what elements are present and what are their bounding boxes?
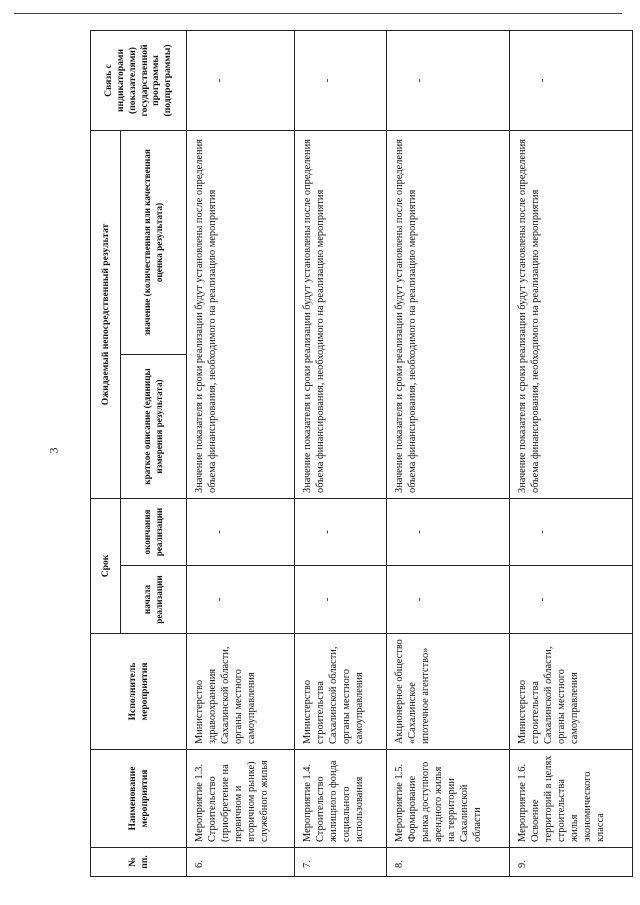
top-rule [14,13,622,14]
row-link: - [294,30,386,130]
row-end: - [386,499,509,566]
table-row [187,30,295,876]
row-num: 9. [509,848,632,877]
row-start: - [509,566,632,634]
row-num: 8. [386,848,509,877]
header-term: Срок [91,499,121,634]
header-name: Наименование мероприятия [91,750,187,848]
row-name: Мероприятие 1.5. Формирование рынка доступного арендного жилья на территории Сахалинской области [386,750,509,848]
row-num: 6. [187,848,295,877]
row-link: - [509,30,632,130]
rotated-table-wrapper [90,31,633,877]
header-num: № пп. [91,848,187,877]
document-page [90,31,633,877]
row-executor: Министерство здравоохранения Сахалинской области, органы местного самоуправления [187,634,295,750]
page-number: 3 [46,447,61,454]
row-result: Значение показателя и сроки реализации будут установлены после определения объема финансирования, необходимого на реализацию мероприятия [509,130,632,498]
measures-table [90,30,633,877]
row-end: - [509,499,632,566]
row-name: Мероприятие 1.6. Освоение территорий в целях строительства жилья экономического класса [509,750,632,848]
header-expected-short: краткое описание (единицы измерения результата) [121,355,187,499]
row-start: - [386,566,509,634]
row-end: - [187,499,295,566]
header-term-start: начала реализации [121,566,187,634]
header-link: Связь с индикаторами (показателями) государственной программы (подпрограммы) [91,30,187,130]
row-link: - [187,30,295,130]
row-link: - [386,30,509,130]
table-row [509,30,632,876]
row-num: 7. [294,848,386,877]
row-result: Значение показателя и сроки реализации будут установлены после определения объема финансирования, необходимого на реализацию мероприятия [187,130,295,498]
row-executor: Акционерное общество «Сахалинское ипотечное агентство» [386,634,509,750]
row-name: Мероприятие 1.4. Строительство жилищного фонда социального использования [294,750,386,848]
row-start: - [187,566,295,634]
row-end: - [294,499,386,566]
row-executor: Министерство строительства Сахалинской области, органы местного самоуправления [509,634,632,750]
header-term-end: окончания реализации [121,499,187,566]
header-executor: Исполнитель мероприятия [91,634,187,750]
row-name: Мероприятие 1.3. Строительство (приобретение на первичном и вторичном рынке) служебного жилья [187,750,295,848]
header-expected: Ожидаемый непосредственный результат [91,130,121,498]
table-row [294,30,386,876]
row-result: Значение показателя и сроки реализации будут установлены после определения объема финансирования, необходимого на реализацию мероприятия [294,130,386,498]
row-executor: Министерство строительства Сахалинской области, органы местного самоуправления [294,634,386,750]
row-result: Значение показателя и сроки реализации будут установлены после определения объема финансирования, необходимого на реализацию мероприятия [386,130,509,498]
row-start: - [294,566,386,634]
table-row [386,30,509,876]
header-expected-value: значение (количественная или качественная оценка результата) [121,130,187,354]
